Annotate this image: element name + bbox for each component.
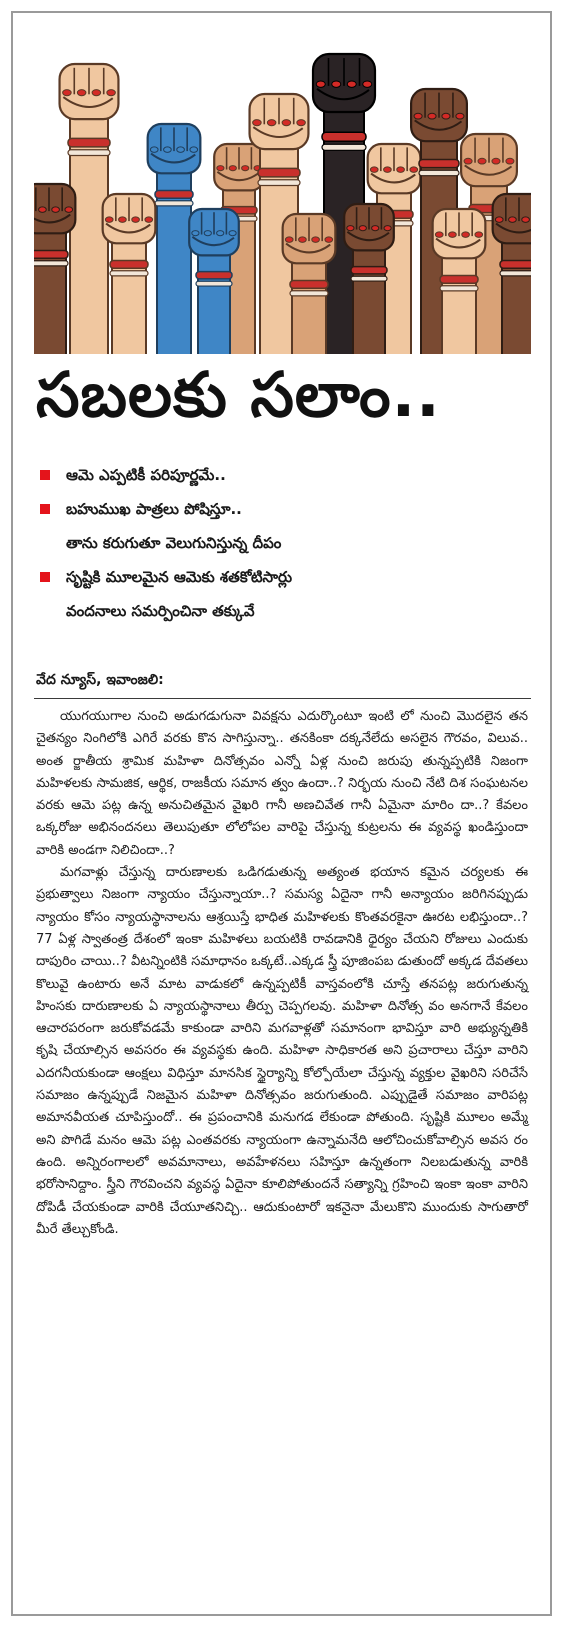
raised-fist-icon [112, 233, 146, 354]
raised-fist-icon [34, 223, 66, 354]
bullet-item [36, 458, 536, 492]
bullet-text: బహుముఖ పాత్రలు పోషిస్తూ.. [66, 500, 242, 518]
raised-fist-icon [292, 253, 326, 354]
article-paragraph: మగవాళ్లు చేస్తున్న దారుణాలకు ఒడిగడుతున్న అత్యంత భయాన కమైన చర్యలకు ఈ ప్రభుత్వాలు నిజంగా న్యాయం చేస్తున్నాయా..? సమస్య ఏదైనా గానీ అన్యాయం జరిగినప్పుడు న్యాయం కోసం న్యాయస్థానాలను ఆశ్రయిస్తే భాధిత మహిళలకు కొంతవరకైనా ఊరట లభిస్తుందా..? 77 ఏళ్ల స్వాతంత్ర దేశంలో ఇంకా మహిళలు బయటికి రావడానికి ధైర్యం చేయని రోజులు ఎందుకు దాపురిం చాయి..? వీటన్నింటికి సమాధానం ఒక్కటే..ఎక్కడ స్త్రీ పూజింపబ డుతుందో అక్కడ దేవతలు కొలువై ఉంటారు అనే మాట వాడుకలో ఉన్నప్పటికీ వాస్తవంలోకి చూస్తే తనపట్ల జరుగుతున్న హింసకు దారుణాలకు ఏ న్యాయస్థానాలు తీర్పు చెప్పగలవు. మహిళా దినోత్స వం అనగానే కేవలం ఆచారపరంగా జరుకోవడమే కాకుండా వారిని మగవాళ్లతో సమానంగా భావిస్తూ వారి అభ్యున్నతికి కృషి చేయాల్సిన అవసరం ఈ వ్యవస్థకు ఉంది. మహిళా సాధికారత అని ప్రచారాలు చేస్తూ వారిని ఎదగనీయకుండా ఆంక్షలు విధిస్తూ మానసిక స్థైర్యాన్ని కోల్పోయేలా చేస్తున్న వ్యక్తుల వైఖరిని సరిచేసే సమాజం ఉన్నప్పుడే నిజమైన మహిళా దినోత్సవం జరుగుతుంది. ఎప్పుడైతే సమాజం వారిపట్ల అమానవీయత చూపిస్తుందో.. ఈ ప్రపంచానికి మనుగడ లేకుండా పోతుంది. సృష్టికి మూలం అమ్మే అని పొగిడే మనం ఆమె పట్ల ఎంతవరకు న్యాయంగా ఉన్నామనేది ఆలోచించుకోవాల్సిన అవస రం ఉంది. అన్నిరంగాలలో అవమానాలు, అవహేళనలు సహిస్తూ ఉన్నతంగా నిలబడుతున్న వారికి భరోసానిద్దాం. స్త్రీని గౌరవించని వ్యవస్థ ఏదైనా కూలిపోతుందనే సత్యాన్ని గ్రహించి ఇంకా ఇంకా వారిని దోపిడీ చేయకుండా వారికి చేయూతనిచ్చి.. ఆదుకుంటారో ఇకనైనా మేలుకొని ముందుకు సాగుతారో మీరే తేల్చుకోండి. [36, 865, 528, 1237]
bullet-text: ఆమె ఎప్పటికీ పరిపూర్ణమే.. [66, 466, 226, 484]
red-square-bullet-icon [40, 504, 50, 514]
raised-fist-icon [353, 241, 385, 354]
hero-illustration [34, 34, 531, 354]
highlight-bullets [36, 458, 536, 628]
headline: సబలకు సలాం.. [36, 358, 441, 431]
red-square-bullet-icon [40, 572, 50, 582]
bullet-text: తాను కరుగుతూ వెలుగునిస్తున్న దీపం [66, 534, 282, 552]
bullet-text: వందనాలు సమర్పించినా తక్కువే [66, 602, 255, 620]
raised-fist-icon [198, 246, 230, 354]
article-paragraph: యుగయుగాల నుంచి అడుగడుగునా వివక్షను ఎదుర్కొంటూ ఇంటి లో నుంచి మొదలైన తన చైతన్యం నింగిలోకి ఎగిరే వరకు కొన సాగిస్తున్నా.. తనకింకా దక్కనేలేదు అసలైన గౌరవం, విలువ.. అంత ర్జాతీయ శ్రామిక మహిళా దినోత్సవం ఎన్నో ఏళ్ల నుంచి జరుపు తున్నప్పటికి నిజంగా మహిళలకు సామజిక, ఆర్థిక, రాజకీయ సమాన త్వం ఉందా..? నిర్భయ నుంచి నేటి దిశ సంఘటనల వరకు ఆమె పట్ల ఉన్న అనుచితమైన వైఖరి గానీ అణచివేత గానీ ఏమైనా మారిం దా..? కేవలం ఒక్కరోజు అభినందనలు తెలుపుతూ లోలోపల వారిపై చేస్తున్న కుట్రలను ఈ వ్యవస్థ ఖండిస్తుందా వారికి అండగా నిలిచిందా..? [36, 709, 528, 858]
bullet-text: సృష్టికి మూలమైన ఆమెకు శతకోటిసార్లు [66, 568, 293, 586]
raised-fist-icon [502, 233, 531, 354]
bullet-item [36, 560, 536, 594]
article-body [36, 706, 528, 1241]
bullet-item [36, 492, 536, 526]
byline: వేద న్యూస్‌, ఇవాంజలి: [36, 672, 164, 688]
bullet-continuation [36, 526, 536, 560]
bullet-continuation [36, 594, 536, 628]
red-square-bullet-icon [40, 470, 50, 480]
raised-fist-icon [442, 248, 476, 354]
byline-divider [34, 698, 531, 699]
raised-fists-illustration-icon [34, 34, 531, 354]
